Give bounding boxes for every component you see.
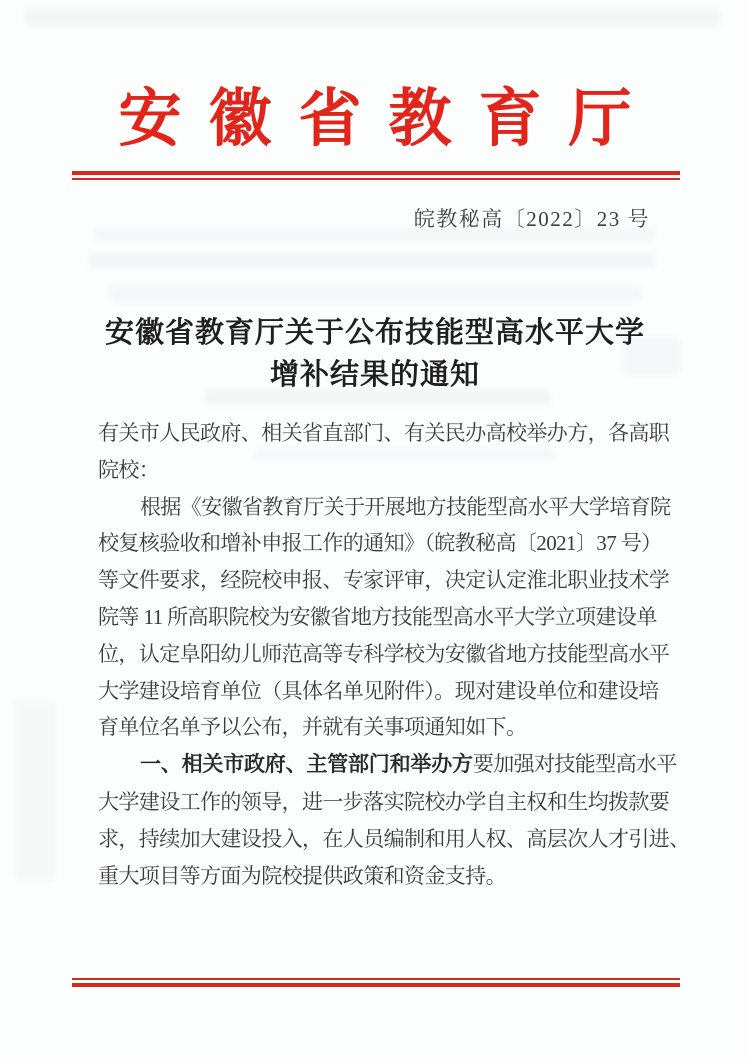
bleed-through-artifact (90, 253, 655, 268)
paragraph-line: 校复核验收和增补申报工作的通知》（皖教秘高〔2021〕37 号） (98, 531, 662, 556)
bleed-through-artifact (25, 10, 720, 26)
paragraph-line: 大学建设工作的领导，进一步落实院校办学自主权和生均拨款要 (98, 789, 670, 814)
bleed-through-artifact (15, 700, 55, 880)
paragraph-line: 根据《安徽省教育厅关于开展地方技能型高水平大学培育院 (140, 494, 671, 519)
letterhead-divider (72, 171, 680, 180)
document-title-line-2: 增补结果的通知 (269, 359, 480, 391)
item-one-heading: 一、相关市政府、主管部门和举办方 (140, 753, 473, 777)
paragraph-line: 育单位名单予以公布，并就有关事项通知如下。 (98, 715, 527, 740)
divider-thin-line (72, 178, 680, 180)
salutation-line: 有关市人民政府、相关省直部门、有关民办高校举办方，各高职 (98, 421, 670, 445)
bleed-through-artifact (110, 286, 640, 301)
document-title (0, 312, 750, 396)
paragraph-line: 院等 11 所高职院校为安徽省地方技能型高水平大学立项建设单 (98, 604, 657, 629)
paragraph-line: 重大项目等方面为院校提供政策和资金支持。 (98, 863, 506, 888)
footer-divider (72, 978, 680, 987)
paragraph-line (98, 746, 677, 784)
document-number: 皖教秘高〔2022〕23 号 (413, 207, 650, 231)
letterhead-agency-name: 安徽省教育厅 (118, 84, 659, 154)
document-body (98, 415, 690, 894)
paragraph-line: 位，认定阜阳幼儿师范高等专科学校为安徽省地方技能型高水平 (98, 641, 670, 666)
document-title-line-1: 安徽省教育厅关于公布技能型高水平大学 (104, 317, 645, 349)
salutation-line: 院校： (98, 457, 160, 482)
paragraph-line: 求，持续加大建设投入，在人员编制和用人权、高层次人才引进、 (98, 826, 690, 851)
paragraph-line: 大学建设培育单位（具体名单见附件）。现对建设单位和建设培 (98, 678, 659, 703)
divider-thick-line (72, 983, 680, 987)
paragraph-line: 等文件要求，经院校申报、专家评审，决定认定淮北职业技术学 (98, 568, 670, 593)
item-one-continuation: 要加强对技能型高水平 (472, 752, 677, 777)
